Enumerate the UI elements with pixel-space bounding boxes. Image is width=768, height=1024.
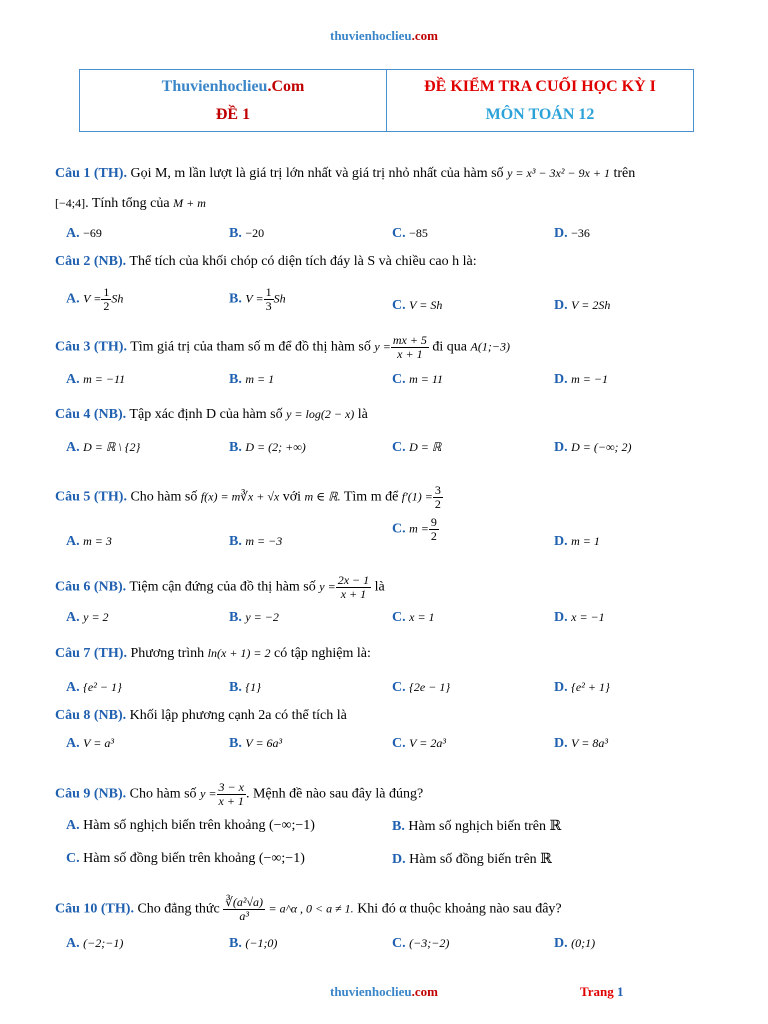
question-1-line2: [−4;4]. Tính tổng của M + m bbox=[55, 196, 206, 211]
option-b[interactable]: B. y = −2 bbox=[229, 610, 279, 625]
option-a[interactable]: A. (−2;−1) bbox=[66, 936, 124, 951]
site-link-bottom[interactable]: thuvienhoclieu.com bbox=[330, 984, 438, 999]
option-a[interactable]: A. m = −11 bbox=[66, 372, 126, 387]
option-d[interactable]: D. D = (−∞; 2) bbox=[554, 440, 632, 455]
option-a[interactable]: A. −69 bbox=[66, 226, 102, 241]
question-6: Câu 6 (NB). Tiệm cận đứng của đồ thị hàm số y = $\frac{2x - 1}{x + 1}$ là bbox=[55, 573, 385, 601]
option-b[interactable]: B. V = $\frac{1}{3}$ Sh bbox=[229, 285, 286, 313]
fraction: $\frac{2x - 1}{x + 1}$ bbox=[337, 573, 370, 601]
option-b[interactable]: B. Hàm số nghịch biến trên ℝ bbox=[392, 819, 562, 834]
exam-title: ĐỀ KIỂM TRA CUỐI HỌC KỲ I bbox=[424, 77, 656, 95]
site-link-top[interactable]: thuvienhoclieu.com bbox=[330, 28, 438, 43]
fraction: $\frac{9}{2}$ bbox=[430, 515, 437, 543]
option-c[interactable]: C. −85 bbox=[392, 226, 428, 241]
header-right bbox=[386, 70, 693, 131]
option-a[interactable]: A. D = ℝ \ {2} bbox=[66, 440, 141, 455]
option-c[interactable]: C. V = 2a³ bbox=[392, 736, 446, 751]
option-c[interactable]: C. m = $\frac{9}{2}$ bbox=[392, 515, 437, 543]
question-1: Câu 1 (TH). Gọi M, m lần lượt là giá trị lớn nhất và giá trị nhỏ nhất của hàm số y = x³ − 3x² − 9x + 1 trên bbox=[55, 166, 636, 181]
fraction: $\frac{1}{3}$ bbox=[265, 285, 272, 313]
option-d[interactable]: D. x = −1 bbox=[554, 610, 605, 625]
fraction: $\frac{3}{2}$ bbox=[434, 483, 441, 511]
option-d[interactable]: D. −36 bbox=[554, 226, 590, 241]
option-b[interactable]: B. D = (2; +∞) bbox=[229, 440, 306, 455]
option-a[interactable]: A. V = $\frac{1}{2}$ Sh bbox=[66, 285, 124, 313]
option-c[interactable]: C. m = 11 bbox=[392, 372, 443, 387]
option-d[interactable]: D. V = 2Sh bbox=[554, 298, 611, 313]
option-b[interactable]: B. {1} bbox=[229, 680, 261, 695]
option-c[interactable]: C. (−3;−2) bbox=[392, 936, 450, 951]
option-a[interactable]: A. {e² − 1} bbox=[66, 680, 122, 695]
option-a[interactable]: A. y = 2 bbox=[66, 610, 109, 625]
header-left bbox=[80, 70, 386, 131]
option-c[interactable]: C. Hàm số đồng biến trên khoảng (−∞;−1) bbox=[66, 851, 305, 866]
option-b[interactable]: B. V = 6a³ bbox=[229, 736, 283, 751]
fraction: $\frac{1}{2}$ bbox=[103, 285, 110, 313]
header-table bbox=[79, 69, 694, 132]
option-b[interactable]: B. m = −3 bbox=[229, 534, 283, 549]
fraction: $\frac{mx + 5}{x + 1}$ bbox=[392, 333, 427, 361]
option-c[interactable]: C. x = 1 bbox=[392, 610, 435, 625]
exam-subject: MÔN TOÁN 12 bbox=[485, 105, 595, 123]
option-b[interactable]: B. m = 1 bbox=[229, 372, 275, 387]
option-b[interactable]: B. −20 bbox=[229, 226, 265, 241]
option-d[interactable]: D. m = −1 bbox=[554, 372, 608, 387]
question-8: Câu 8 (NB). Khối lập phương cạnh 2a có thể tích là bbox=[55, 708, 347, 723]
option-c[interactable]: C. V = Sh bbox=[392, 298, 443, 313]
option-d[interactable]: D. Hàm số đồng biến trên ℝ bbox=[392, 852, 552, 867]
option-d[interactable]: D. m = 1 bbox=[554, 534, 600, 549]
exam-code: ĐỀ 1 bbox=[215, 105, 251, 123]
question-3: Câu 3 (TH). Tìm giá trị của tham số m để đồ thị hàm số y = $\frac{mx + 5}{x + 1}$ đi qua A(1;−3) bbox=[55, 333, 510, 361]
question-10: Câu 10 (TH). Cho đẳng thức $\frac{\text{∛(a²√a)}}{\text{a³}}$ = a^α , 0 < a ≠ 1. Khi đó α thuộc khoảng nào sau đây? bbox=[55, 895, 562, 923]
fraction: $\frac{3 - x}{x + 1}$ bbox=[218, 780, 244, 808]
option-d[interactable]: D. {e² + 1} bbox=[554, 680, 610, 695]
question-4: Câu 4 (NB). Tập xác định D của hàm số y = log(2 − x) là bbox=[55, 407, 368, 422]
question-2: Câu 2 (NB). Thể tích của khối chóp có diện tích đáy là S và chiều cao h là: bbox=[55, 254, 477, 269]
question-5: Câu 5 (TH). Cho hàm số f(x) = m∛x + √x với m ∈ ℝ. Tìm m để f′(1) = $\frac{3}{2}$ bbox=[55, 483, 441, 511]
option-c[interactable]: C. D = ℝ bbox=[392, 440, 442, 455]
fraction: $\frac{\text{∛(a²√a)}}{\text{a³}}$ bbox=[225, 895, 264, 923]
option-b[interactable]: B. (−1;0) bbox=[229, 936, 278, 951]
option-d[interactable]: D. V = 8a³ bbox=[554, 736, 608, 751]
option-a[interactable]: A. V = a³ bbox=[66, 736, 114, 751]
option-a[interactable]: A. m = 3 bbox=[66, 534, 112, 549]
option-d[interactable]: D. (0;1) bbox=[554, 936, 596, 951]
page-number: Trang 1 bbox=[580, 984, 624, 999]
question-9: Câu 9 (NB). Cho hàm số y = $\frac{3 - x}{x + 1}$ . Mệnh đề nào sau đây là đúng? bbox=[55, 780, 424, 808]
question-7: Câu 7 (TH). Phương trình ln(x + 1) = 2 có tập nghiệm là: bbox=[55, 646, 371, 661]
header-site-title: Thuvienhoclieu.Com bbox=[161, 77, 305, 95]
option-c[interactable]: C. {2e − 1} bbox=[392, 680, 451, 695]
option-a[interactable]: A. Hàm số nghịch biến trên khoảng (−∞;−1) bbox=[66, 818, 315, 833]
